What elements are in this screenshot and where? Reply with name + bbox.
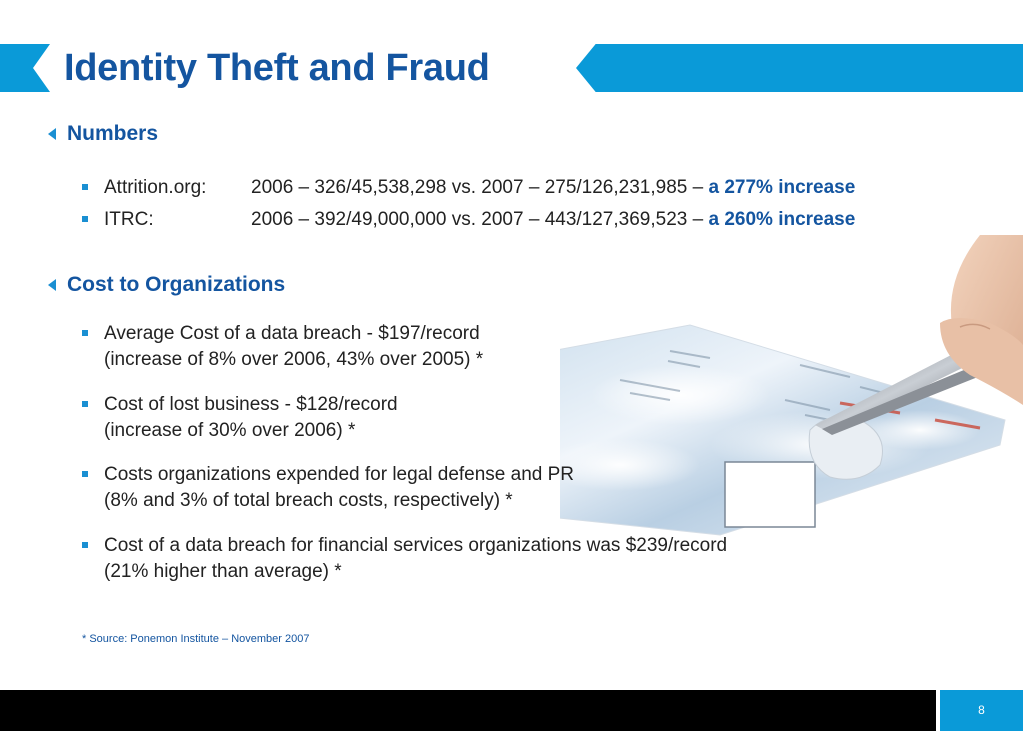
section-heading-numbers <box>48 122 158 146</box>
section-heading-label: Numbers <box>67 122 159 145</box>
header-band-left <box>0 44 50 92</box>
numbers-row-figures: 2006 – 326/45,538,298 vs. 2007 – 275/126,231,985 – <box>251 177 709 198</box>
numbers-row-label: ITRC: <box>104 209 154 230</box>
cost-bullet-line2: (8% and 3% of total breach costs, respectively) * <box>104 490 513 511</box>
square-bullet-icon <box>82 401 88 407</box>
cost-bullet-line2: (increase of 8% over 2006, 43% over 2005) * <box>104 349 484 370</box>
triangle-bullet-icon <box>48 128 56 140</box>
section-heading-costs <box>48 273 285 297</box>
cost-bullet-line1: Costs organizations expended for legal defense and PR <box>104 464 575 485</box>
footer-bar <box>0 690 936 731</box>
cost-bullet-line1: Cost of a data breach for financial services organizations was $239/record <box>104 535 728 556</box>
cost-bullet-line2: (21% higher than average) * <box>104 561 342 582</box>
cost-bullet-line2: (increase of 30% over 2006) * <box>104 420 356 441</box>
square-bullet-icon <box>82 184 88 190</box>
numbers-row-highlight: a 260% increase <box>708 209 856 230</box>
section-heading-label: Cost to Organizations <box>67 273 286 296</box>
numbers-row-value <box>251 175 855 201</box>
cost-bullet-line1: Cost of lost business - $128/record <box>104 394 398 415</box>
square-bullet-icon <box>82 471 88 477</box>
cost-bullet-text <box>104 321 483 373</box>
source-footnote: * Source: Ponemon Institute – November 2007 <box>82 633 310 645</box>
numbers-row-figures: 2006 – 392/49,000,000 vs. 2007 – 443/127,369,523 – <box>251 209 709 230</box>
numbers-row-label: Attrition.org: <box>104 177 207 198</box>
cost-bullet-text <box>104 392 398 444</box>
square-bullet-icon <box>82 216 88 222</box>
cost-bullet-text <box>104 533 727 585</box>
cost-bullet-line1: Average Cost of a data breach - $197/record <box>104 323 480 344</box>
square-bullet-icon <box>82 542 88 548</box>
numbers-row-value <box>251 207 855 233</box>
id-card <box>560 325 1005 535</box>
numbers-row-highlight: a 277% increase <box>708 177 856 198</box>
cost-bullet-text <box>104 462 574 514</box>
square-bullet-icon <box>82 330 88 336</box>
page-number: 8 <box>940 690 1023 731</box>
slide-title: Identity Theft and Fraud <box>64 47 490 89</box>
header-band-right <box>576 44 1023 92</box>
triangle-bullet-icon <box>48 279 56 291</box>
